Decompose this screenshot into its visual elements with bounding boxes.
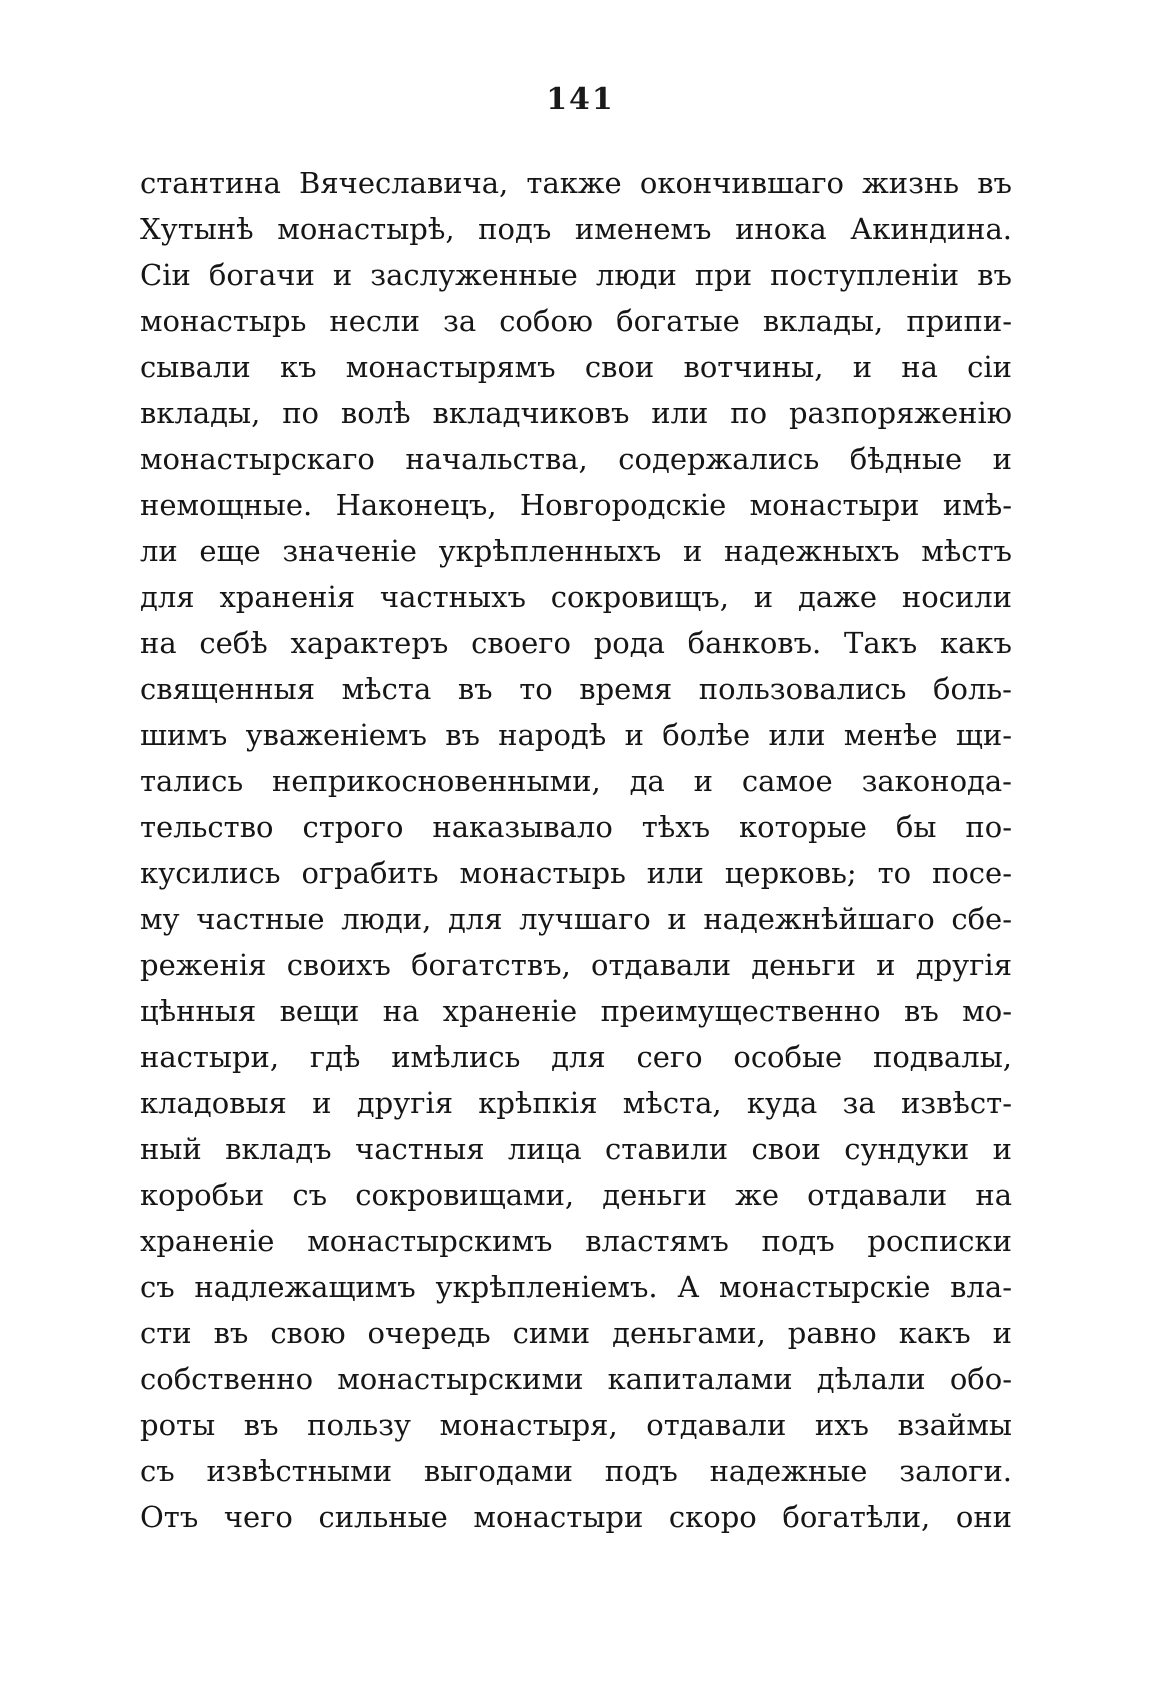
- text-line: тались неприкосновенными, да и самое законода-: [140, 764, 1012, 798]
- text-line: сти въ свою очередь сими деньгами, равно какъ и: [140, 1316, 1012, 1350]
- text-line: ный вкладъ частныя лица ставили свои сундуки и: [140, 1132, 1012, 1166]
- text-line: на себѣ характеръ своего рода банковъ. Такъ какъ: [140, 626, 1012, 660]
- text-line: тельство строго наказывало тѣхъ которые бы по-: [140, 810, 1012, 844]
- text-line: съ извѣстными выгодами подъ надежные залоги.: [140, 1454, 1012, 1488]
- text-line: ли еще значеніе укрѣпленныхъ и надежныхъ мѣстъ: [140, 534, 1012, 568]
- page-number: 141: [546, 82, 615, 117]
- text-line: вклады, по волѣ вкладчиковъ или по разпоряженію: [140, 396, 1012, 430]
- text-line: монастырь несли за собою богатые вклады, припи-: [140, 304, 1012, 338]
- text-line: монастырскаго начальства, содержались бѣдные и: [140, 442, 1012, 476]
- text-line: храненіе монастырскимъ властямъ подъ росписки: [140, 1224, 1012, 1258]
- text-line: Сіи богачи и заслуженные люди при поступленіи въ: [140, 258, 1012, 292]
- text-line: настыри, гдѣ имѣлись для сего особые подвалы,: [140, 1040, 1012, 1074]
- text-line: собственно монастырскими капиталами дѣлали обо-: [140, 1362, 1012, 1396]
- text-line: священныя мѣста въ то время пользовались боль-: [140, 672, 1012, 706]
- text-line: съ надлежащимъ укрѣпленіемъ. А монастырскіе вла-: [140, 1270, 1012, 1304]
- text-line: немощные. Наконецъ, Новгородскіе монастыри имѣ-: [140, 488, 1012, 522]
- text-line: кусились ограбить монастырь или церковь; то посе-: [140, 856, 1012, 890]
- text-line: му частные люди, для лучшаго и надежнѣйшаго сбе-: [140, 902, 1012, 936]
- text-line: для храненія частныхъ сокровищъ, и даже носили: [140, 580, 1012, 614]
- body-text: [140, 160, 1012, 1540]
- text-line: цѣнныя вещи на храненіе преимущественно въ мо-: [140, 994, 1012, 1028]
- text-line: коробьи съ сокровищами, деньги же отдавали на: [140, 1178, 1012, 1212]
- text-line: роты въ пользу монастыря, отдавали ихъ взаймы: [140, 1408, 1012, 1442]
- text-line: сывали къ монастырямъ свои вотчины, и на сіи: [140, 350, 1012, 384]
- text-line: реженія своихъ богатствъ, отдавали деньги и другія: [140, 948, 1012, 982]
- text-line: стантина Вячеславича, также окончившаго жизнь въ: [140, 166, 1012, 200]
- text-line: Отъ чего сильные монастыри скоро богатѣли, они: [140, 1500, 1012, 1534]
- text-line: шимъ уваженіемъ въ народѣ и болѣе или менѣе щи-: [140, 718, 1012, 752]
- text-line: Хутынѣ монастырѣ, подъ именемъ инока Акиндина.: [140, 212, 1012, 246]
- text-line: кладовыя и другія крѣпкія мѣста, куда за извѣст-: [140, 1086, 1012, 1120]
